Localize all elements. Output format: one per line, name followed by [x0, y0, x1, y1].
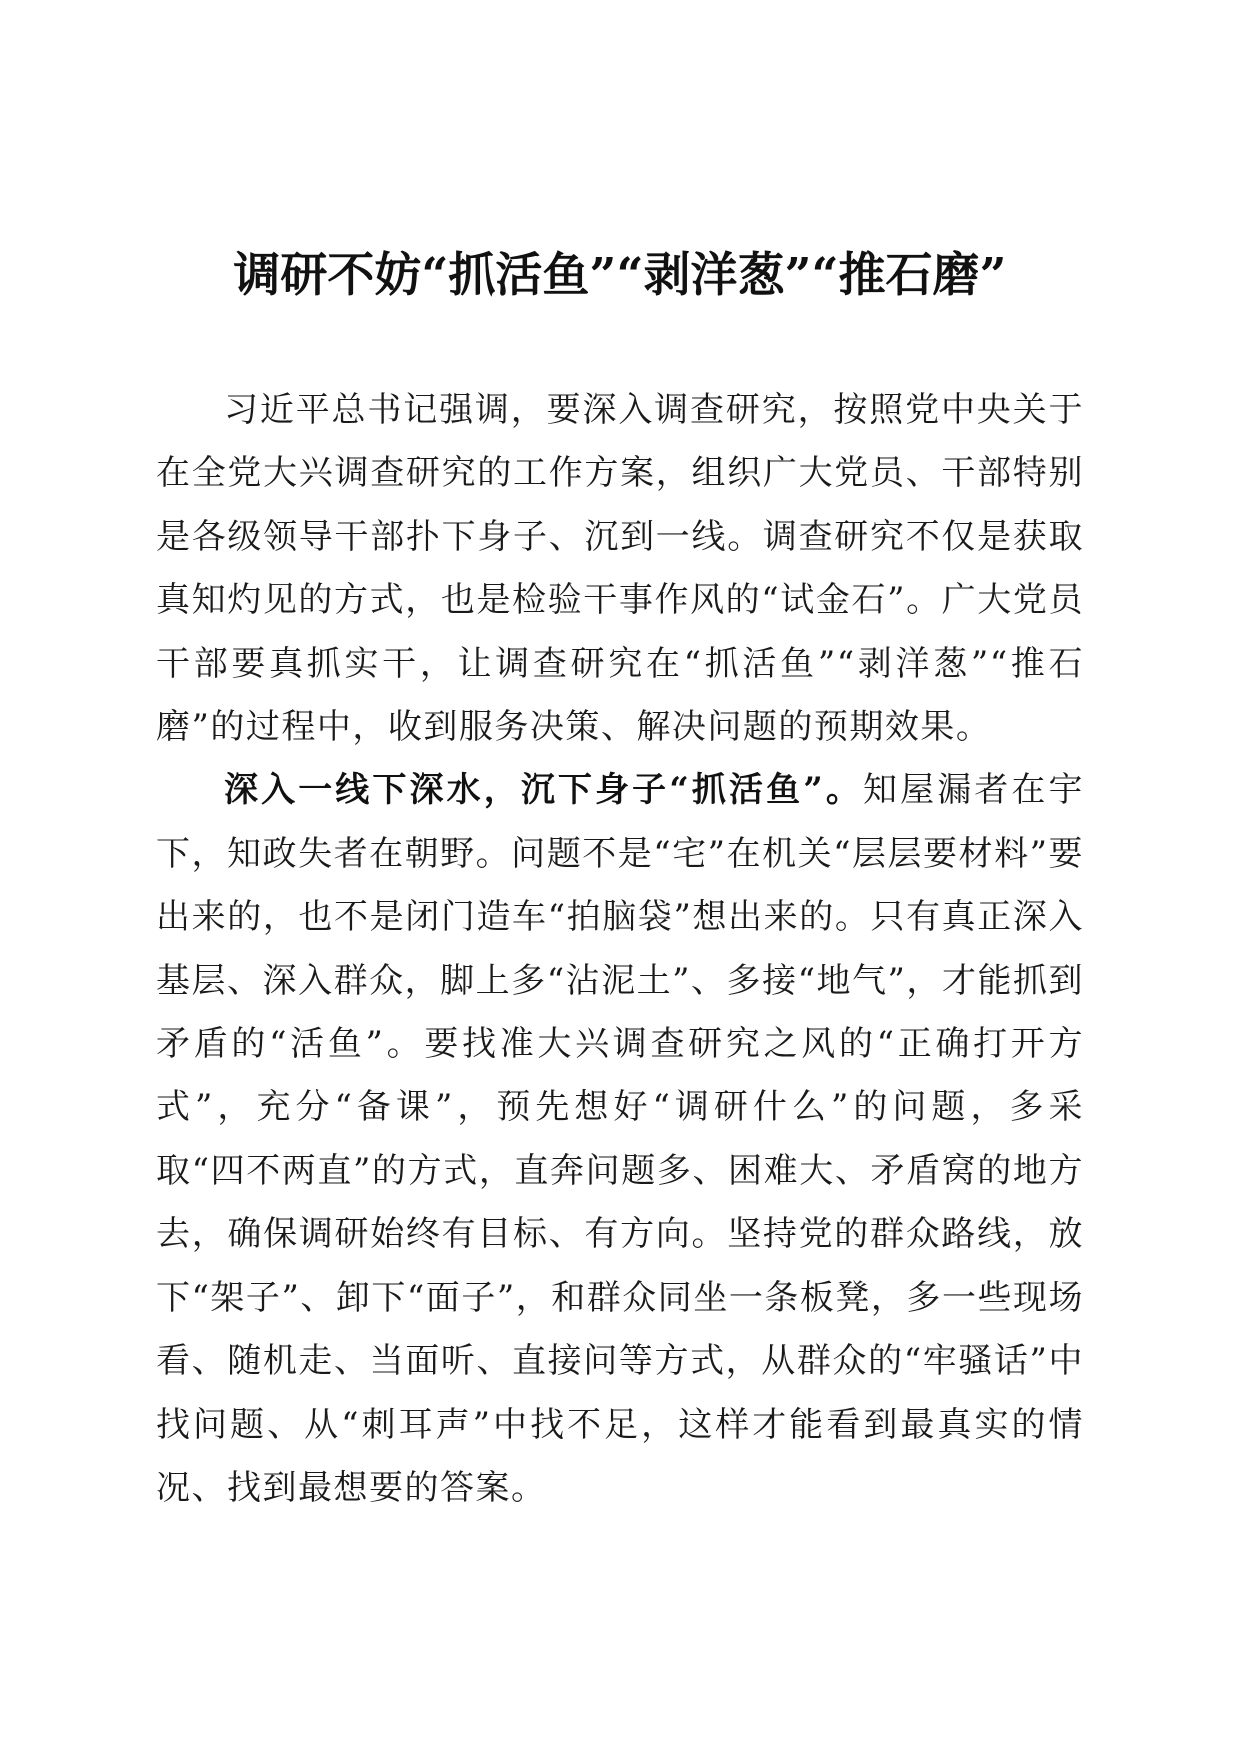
paragraph-text: 知屋漏者在宇下，知政失者在朝野。问题不是“宅”在机关“层层要材料”要出来的，也不是闭门造车“拍脑袋”想出来的。只有真正深入基层、深入群众，脚上多“沾泥土”、多接“地气”，才能抓到矛盾的“活鱼”。要找准大兴调查研究之风的“正确打开方式”，充分“备课”，预先想好“调研什么”的问题，多采取“四不两直”的方式，直奔问题多、困难大、矛盾窝的地方去，确保调研始终有目标、有方向。坚持党的群众路线，放下“架子”、卸下“面子”，和群众同坐一条板凳，多一些现场看、随机走、当面听、直接问等方式，从群众的“牢骚话”中找问题、从“刺耳声”中找不足，这样才能看到最真实的情况、找到最想要的答案。 — [156, 770, 1085, 1508]
paragraph-intro — [156, 379, 1084, 759]
paragraph-lead: 深入一线下深水，沉下身子“抓活鱼”。 — [224, 770, 863, 811]
document-title: 调研不妨“抓活鱼”“剥洋葱”“推石磨” — [233, 248, 1007, 303]
document-body — [156, 379, 1084, 1520]
paragraph-text: 习近平总书记强调，要深入调查研究，按照党中央关于在全党大兴调查研究的工作方案，组织广大党员、干部特别是各级领导干部扑下身子、沉到一线。调查研究不仅是获取真知灼见的方式，也是检验干事作风的“试金石”。广大党员干部要真抓实干，让调查研究在“抓活鱼”“剥洋葱”“推石磨”的过程中，收到服务决策、解决问题的预期效果。 — [156, 390, 1084, 748]
paragraph-catch-live-fish — [156, 759, 1084, 1520]
